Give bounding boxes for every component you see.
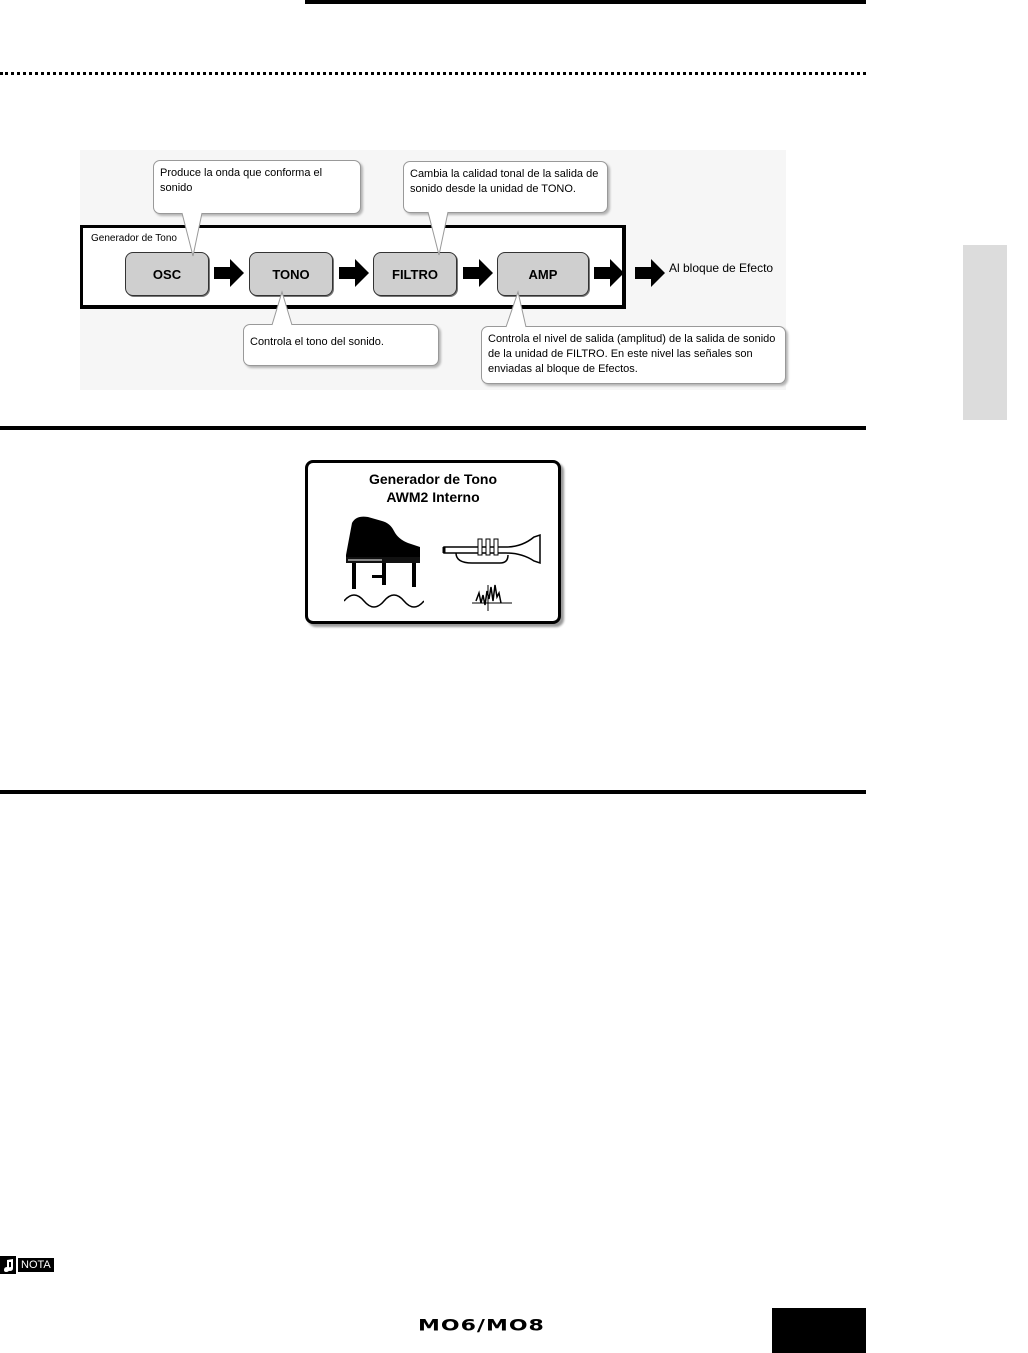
awm2-title-line2: AWM2 Interno <box>386 489 480 505</box>
tone-generator-label: Generador de Tono <box>91 233 177 244</box>
osc-callout: Produce la onda que conforma el sonido <box>153 160 361 214</box>
arrow-right-icon <box>594 259 624 287</box>
tono-callout-pointer <box>270 290 300 326</box>
amp-callout-pointer <box>504 290 534 328</box>
dotted-divider <box>0 72 866 75</box>
grand-piano-icon <box>342 513 424 593</box>
tono-block: TONO <box>249 252 333 296</box>
chapter-side-tab <box>963 245 1007 420</box>
amp-callout: Controla el nivel de salida (amplitud) de la salida de sonido de la unidad de FILTRO. En este nivel las señales son enviadas al bloque de Efectos. <box>481 326 786 384</box>
awm2-generator-box <box>305 460 561 624</box>
tono-callout: Controla el tono del sonido. <box>243 324 439 366</box>
section-rule <box>0 426 866 430</box>
filtro-callout-pointer <box>426 211 456 257</box>
sine-wave-icon <box>344 593 424 609</box>
arrow-right-icon <box>214 259 244 287</box>
arrow-right-icon <box>463 259 493 287</box>
trumpet-icon <box>442 533 546 567</box>
section-rule <box>0 790 866 794</box>
osc-callout-pointer <box>180 212 210 258</box>
filtro-block: FILTRO <box>373 252 457 296</box>
awm2-title-line1: Generador de Tono <box>368 471 498 487</box>
arrow-right-icon <box>635 259 665 287</box>
complex-waveform-icon <box>472 581 512 611</box>
header-rule <box>305 0 866 4</box>
arrow-right-icon <box>339 259 369 287</box>
filtro-callout: Cambia la calidad tonal de la salida de sonido desde la unidad de TONO. <box>403 161 608 213</box>
nota-label: NOTA <box>18 1258 54 1272</box>
mo6-mo8-logo: MO6/MO8 <box>418 1317 545 1335</box>
osc-block: OSC <box>125 252 209 296</box>
effect-block-label: Al bloque de Efecto <box>669 261 774 275</box>
page-number-tab <box>772 1308 866 1353</box>
amp-block: AMP <box>497 252 589 296</box>
